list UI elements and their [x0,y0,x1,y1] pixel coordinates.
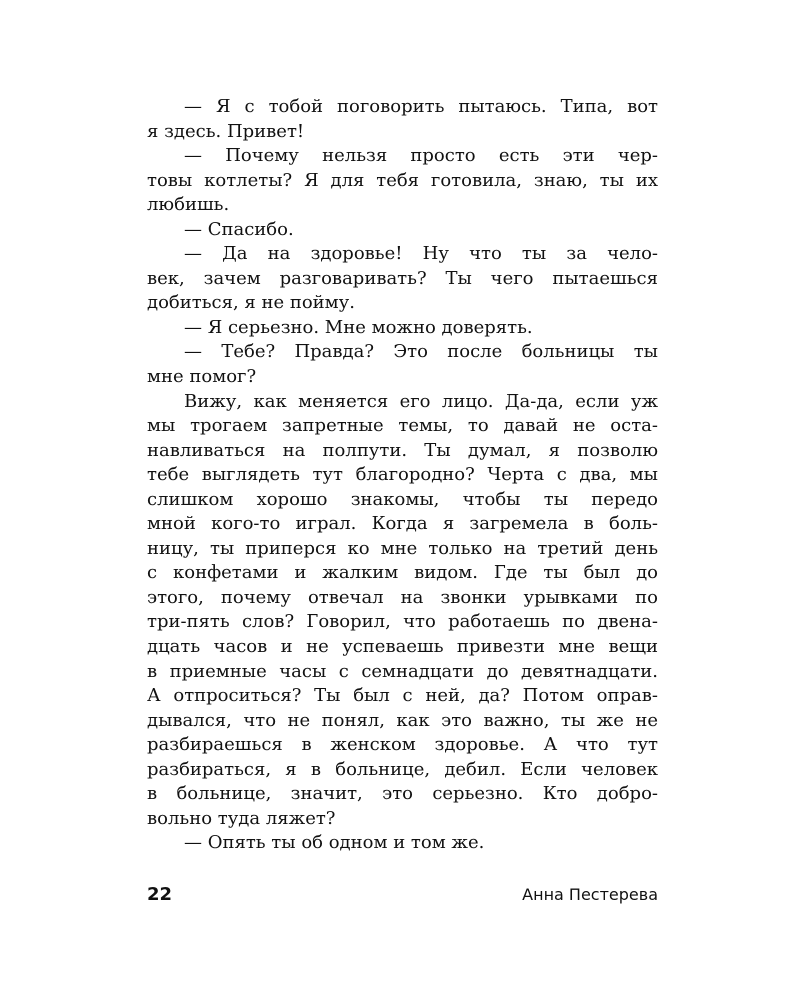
text-line: навливаться на полпути. Ты думал, я позволю [147,439,658,461]
text-line: разбираться, я в больнице, дебил. Если человек [147,758,658,780]
text-line: дывался, что не понял, как это важно, ты же не [147,709,658,731]
text-line: разбираешься в женском здоровье. А что тут [147,734,658,756]
page-footer [147,882,658,908]
text-line: дцать часов и не успеваешь привезти мне вещи [147,636,658,658]
text-line: Вижу, как меняется его лицо. Да-да, если уж [184,390,658,412]
text-line: товы котлеты? Я для тебя готовила, знаю, ты их [147,169,658,191]
text-line: век, зачем разговаривать? Ты чего пытаешься [147,267,658,289]
text-line: три-пять слов? Говорил, что работаешь по двена- [147,611,658,633]
text-line: в приемные часы с семнадцати до девятнадцати. [147,660,658,682]
text-line: ницу, ты приперся ко мне только на третий день [147,537,658,559]
text-line: с конфетами и жалким видом. Где ты был до [147,562,658,584]
text-line: любишь. [147,194,230,216]
running-footer-author: Анна Пестерева [522,885,658,904]
text-line: — Почему нельзя просто есть эти чер- [184,145,658,167]
text-line: — Да на здоровье! Ну что ты за чело- [184,243,658,265]
text-line: мной кого-то играл. Когда я загремела в боль- [147,513,658,535]
text-line: — Опять ты об одном и том же. [184,832,485,854]
text-line: тебе выглядеть тут благородно? Черта с два, мы [147,464,658,486]
text-line: вольно туда ляжет? [147,807,336,829]
body-text [147,95,658,856]
text-line: добиться, я не пойму. [147,292,355,314]
text-line: мне помог? [147,366,257,388]
page-number: 22 [147,884,173,905]
text-line: — Я с тобой поговорить пытаюсь. Типа, вот [184,96,658,117]
text-line: — Тебе? Правда? Это после больницы ты [184,341,658,363]
text-line: А отпроситься? Ты был с ней, да? Потом оправ- [147,685,658,707]
text-line: мы трогаем запретные темы, то давай не оста- [147,415,658,437]
text-line: этого, почему отвечал на звонки урывками по [147,586,658,608]
text-line: я здесь. Привет! [147,120,305,142]
text-line: слишком хорошо знакомы, чтобы ты передо [147,488,658,510]
text-line: в больнице, значит, это серьезно. Кто добро- [147,783,658,805]
text-line: — Я серьезно. Мне можно доверять. [184,316,533,338]
text-line: — Спасибо. [184,218,294,240]
